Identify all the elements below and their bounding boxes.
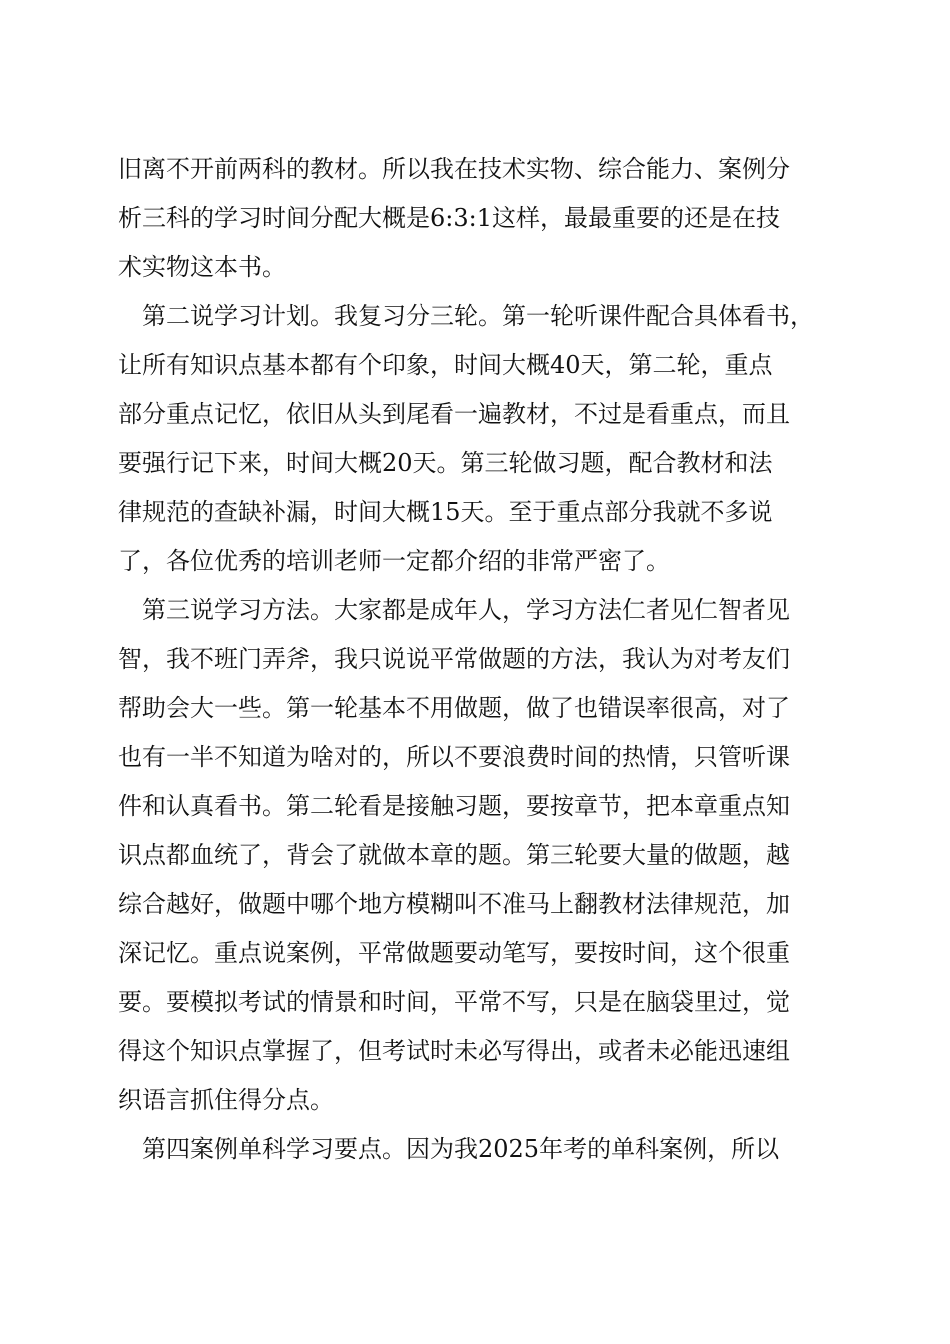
text-line: 帮助会大一些。第一轮基本不用做题，做了也错误率很高，对了 <box>118 694 790 722</box>
text-line: 也有一半不知道为啥对的，所以不要浪费时间的热情，只管听课 <box>118 743 790 771</box>
text-line: 件和认真看书。第二轮看是接触习题，要按章节，把本章重点知 <box>118 792 790 820</box>
text-line: 得这个知识点掌握了，但考试时未必写得出，或者未必能迅速组 <box>118 1037 790 1065</box>
text-line: 综合越好，做题中哪个地方模糊叫不准马上翻教材法律规范，加 <box>118 890 790 918</box>
text-line: 让所有知识点基本都有个印象，时间大概40天，第二轮，重点 <box>118 351 773 379</box>
text-line: 了，各位优秀的培训老师一定都介绍的非常严密了。 <box>118 547 670 575</box>
text-line: 要强行记下来，时间大概20天。第三轮做习题，配合教材和法 <box>118 449 773 477</box>
text-line: 旧离不开前两科的教材。所以我在技术实物、综合能力、案例分 <box>118 155 790 183</box>
text-line: 析三科的学习时间分配大概是6:3:1这样，最最重要的还是在技 <box>118 204 780 232</box>
text-line: 部分重点记忆，依旧从头到尾看一遍教材，不过是看重点，而且 <box>118 400 790 428</box>
text-line: 第二说学习计划。我复习分三轮。第一轮听课件配合具体看书， <box>118 302 814 330</box>
text-line: 术实物这本书。 <box>118 253 286 281</box>
text-line: 织语言抓住得分点。 <box>118 1086 334 1114</box>
text-line: 第三说学习方法。大家都是成年人，学习方法仁者见仁智者见 <box>118 596 790 624</box>
text-line: 识点都血统了，背会了就做本章的题。第三轮要大量的做题，越 <box>118 841 790 869</box>
text-line: 深记忆。重点说案例，平常做题要动笔写，要按时间，这个很重 <box>118 939 790 967</box>
text-line: 要。要模拟考试的情景和时间，平常不写，只是在脑袋里过，觉 <box>118 988 790 1016</box>
text-line: 律规范的查缺补漏，时间大概15天。至于重点部分我就不多说 <box>118 498 773 526</box>
text-line: 第四案例单科学习要点。因为我2025年考的单科案例，所以 <box>118 1135 780 1163</box>
body-text <box>118 145 838 1174</box>
text-line: 智，我不班门弄斧，我只说说平常做题的方法，我认为对考友们 <box>118 645 790 673</box>
